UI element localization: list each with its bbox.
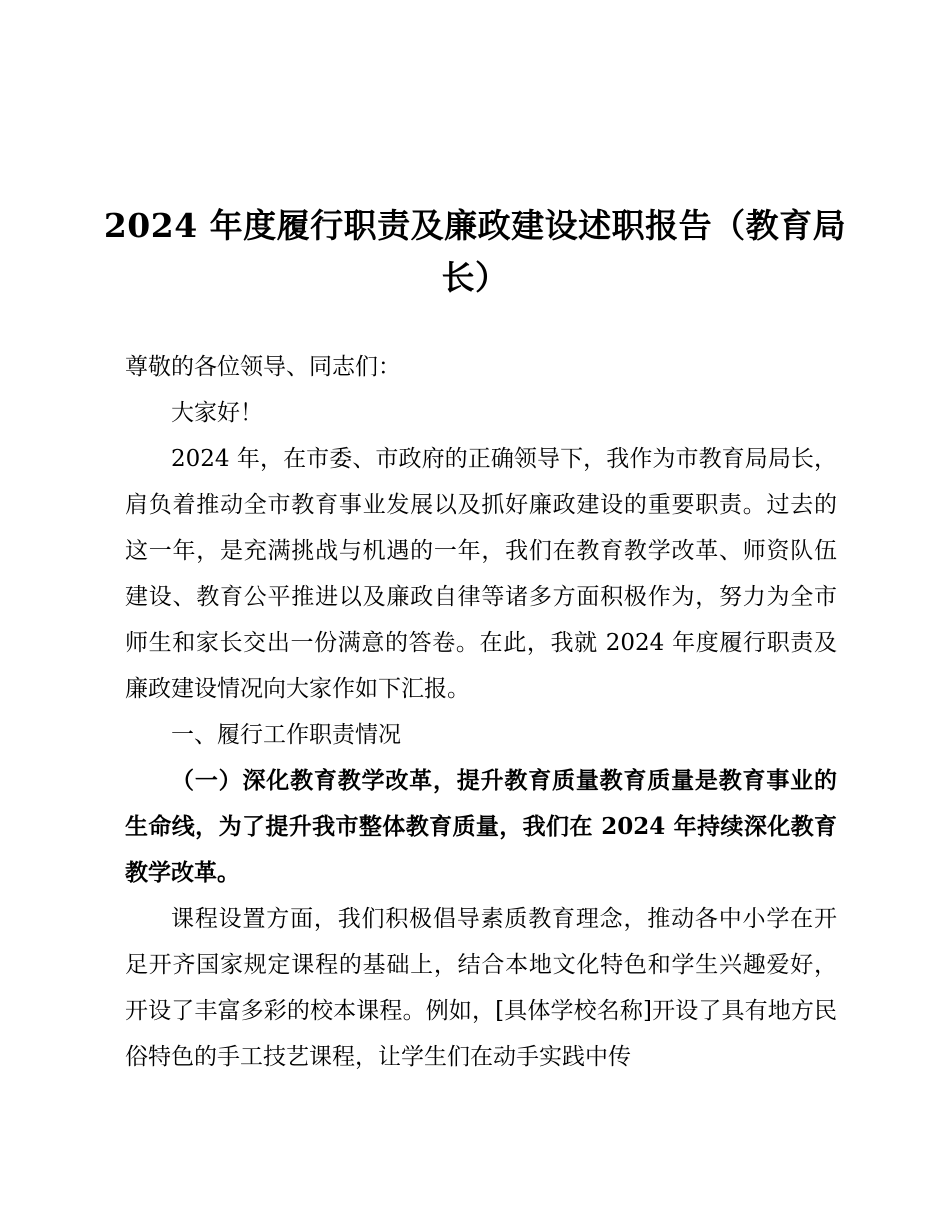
salutation: 尊敬的各位领导、同志们：	[125, 354, 401, 380]
document-title: 2024 年度履行职责及廉政建设述职报告（教育局长）	[103, 206, 847, 297]
intro-paragraph: 2024 年，在市委、市政府的正确领导下，我作为市教育局局长，肩负着推动全市教育事业发展以及抓好廉政建设的重要职责。过去的这一年，是充满挑战与机遇的一年，我们在教育教学改革、师资队伍建设、教育公平推进以及廉政自律等诸多方面积极作为，努力为全市师生和家长交出一份满意的答卷。在此，我就 2024 年度履行职责及廉政建设情况向大家作如下汇报。	[125, 446, 837, 702]
section-heading: 一、履行工作职责情况	[171, 722, 401, 748]
curriculum-paragraph: 课程设置方面，我们积极倡导素质教育理念，推动各中小学在开足开齐国家规定课程的基础上，结合本地文化特色和学生兴趣爱好，开设了丰富多彩的校本课程。例如，[具体学校名称]开设了具有地方民俗特色的手工技艺课程，让学生们在动手实践中传	[125, 906, 837, 1070]
document-body	[125, 344, 837, 1080]
greeting: 大家好！	[171, 400, 263, 426]
subsection-heading: （一）深化教育教学改革，提升教育质量教育质量是教育事业的生命线，为了提升我市整体教育质量，我们在 2024 年持续深化教育教学改革。	[125, 767, 837, 886]
